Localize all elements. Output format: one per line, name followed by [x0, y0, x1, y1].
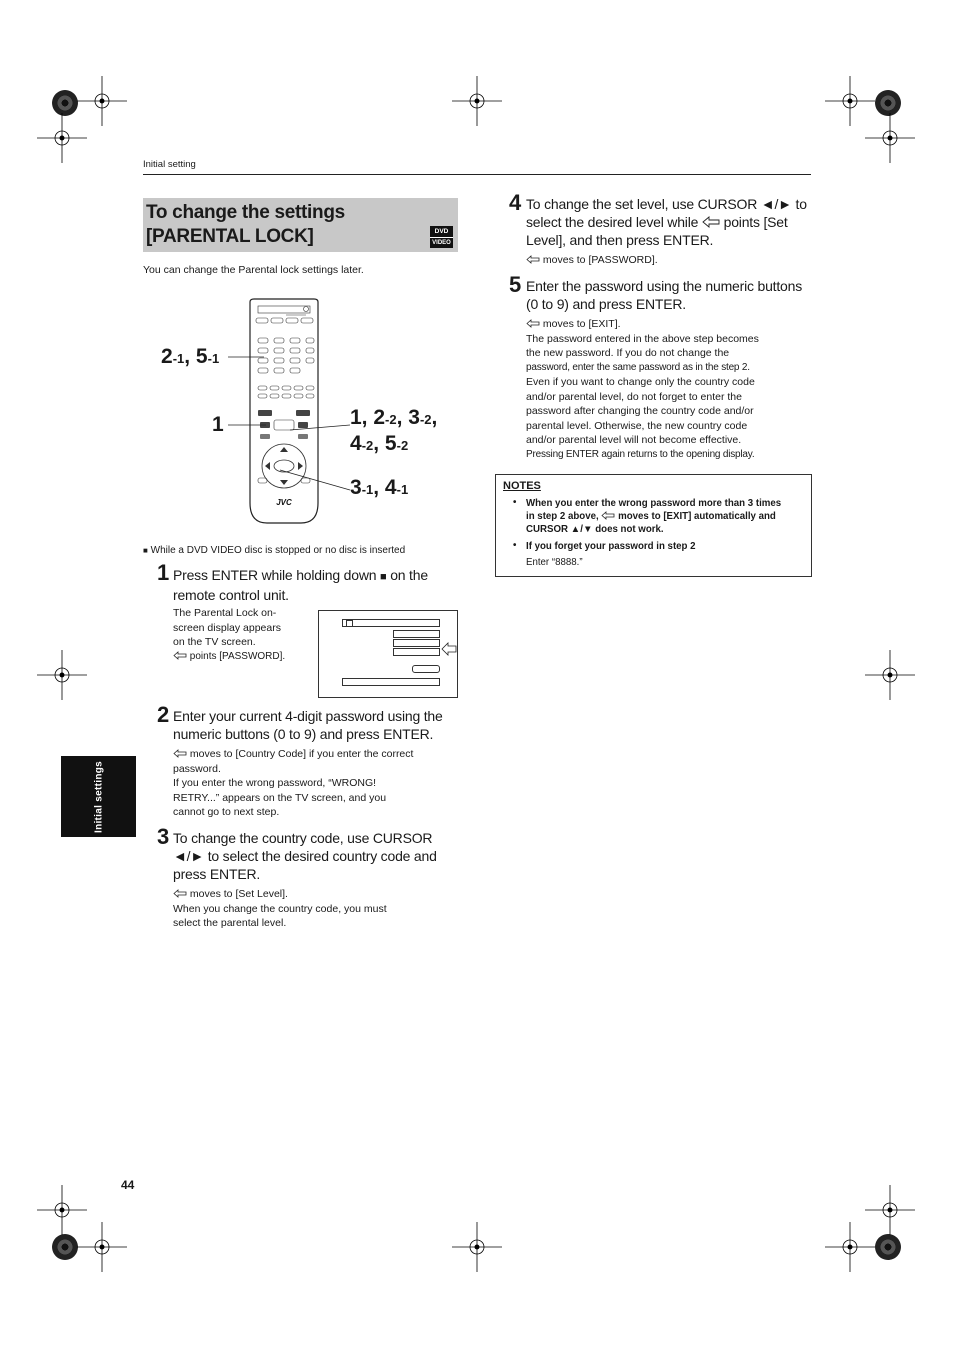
step-2-body-line: moves to [Country Code] if you enter the correct [189, 748, 414, 760]
notes-title: NOTES [503, 480, 541, 492]
side-tab-label: Initial settings [93, 760, 104, 833]
step-4-number: 4 [509, 190, 522, 215]
step-5-line2: (0 to 9) and press ENTER. [526, 296, 686, 312]
step-3-body [173, 887, 463, 931]
step-2-body-line: If you enter the wrong password, “WRONG! [173, 777, 377, 789]
lock-icon [346, 620, 353, 627]
dvd-video-logo [430, 226, 453, 248]
step-5-heading [526, 277, 816, 313]
step-4-line1: To change the set level, use CURSOR ◄/► to [526, 196, 807, 212]
step-3-number: 3 [157, 824, 170, 849]
step-5-body [526, 317, 816, 462]
callout-leader-lines [220, 340, 360, 500]
step-2-body-line: RETRY...” appears on the TV screen, and you [173, 791, 387, 804]
step-5-body-line: password after changing the country code and/or [526, 405, 754, 417]
osd-field-2 [393, 639, 440, 647]
step-5-line1: Enter the password using the numeric buttons [526, 278, 803, 294]
step-4-body-line: moves to [PASSWORD]. [542, 254, 658, 266]
registration-disc-bottom-left [52, 1234, 78, 1260]
pointer-arrow-icon [173, 889, 187, 898]
crosshair-mark-icon [77, 1222, 127, 1272]
step-5-body-line: the new password. If you do not change the [526, 347, 730, 359]
callout-num: , 3 [396, 406, 420, 429]
callout-num: 4 [350, 432, 362, 455]
pointer-arrow-icon [526, 255, 540, 264]
step-1-line2: remote control unit. [173, 587, 289, 603]
note-1-line: in step 2 above, [526, 511, 599, 522]
step-1-body [173, 606, 313, 664]
callout-sub: -2 [419, 412, 432, 427]
note-bullet: • [513, 540, 517, 551]
note-1-line: CURSOR ▲/▼ does not work. [526, 524, 664, 535]
step-5-body-line: Even if you want to change only the country code [526, 376, 755, 388]
page-number: 44 [121, 1178, 135, 1192]
pointer-arrow-icon [526, 319, 540, 328]
callout-sub: -1 [396, 482, 409, 497]
callout-num: , 5 [373, 432, 397, 455]
step-5-body-line: and/or parental level, do not forget to enter the [526, 390, 742, 403]
callout-num: 1, 2 [350, 406, 386, 429]
step-1-number: 1 [157, 560, 170, 585]
step-1-body-line: screen display appears [173, 621, 281, 634]
callout-steps-cursor [350, 406, 437, 458]
step-5-body-line: The password entered in the above step becomes [526, 332, 759, 345]
callout-sub: -1 [361, 482, 374, 497]
note-1 [526, 497, 808, 536]
step-2-body-line: password. [173, 762, 221, 775]
note-2-title: If you forget your password in step 2 [526, 541, 696, 552]
step-4-line3: Level], and then press ENTER. [526, 232, 714, 248]
step-2-line1: Enter your current 4-digit password using the [173, 708, 443, 724]
section-header: Initial setting [143, 159, 196, 170]
page-title: To change the settings [PARENTAL LOCK] [146, 202, 345, 247]
step-2-line2: numeric buttons (0 to 9) and press ENTER. [173, 726, 434, 742]
step-1-heading [173, 566, 428, 604]
step-1-line1: Press ENTER while holding down [173, 567, 377, 583]
step-2-body [173, 747, 463, 820]
registration-disc-bottom-right [875, 1234, 901, 1260]
step-4-line2a: select the desired level while [526, 214, 699, 230]
osd-field-1 [393, 630, 440, 638]
crosshair-mark-icon [37, 113, 87, 163]
step-3-body-line: moves to [Set Level]. [189, 888, 288, 900]
step-2-number: 2 [157, 702, 170, 727]
osd-title-bar [342, 619, 440, 627]
callout-sub: -2 [396, 438, 409, 453]
remote-brand-text: JVC [276, 498, 292, 507]
step-5-body-line: Pressing ENTER again returns to the opening display. [526, 448, 755, 460]
pointer-arrow-icon [173, 749, 187, 758]
step-3-line2: ◄/► to select the desired country code and [173, 848, 437, 864]
step-3-body-line: When you change the country code, you must [173, 902, 387, 915]
step-2-body-line: cannot go to next step. [173, 806, 280, 818]
step-2-heading [173, 707, 443, 743]
osd-password-field [393, 648, 440, 656]
note-bullet: • [513, 497, 517, 508]
callout-sub: -2 [385, 412, 397, 427]
callout-sub: -1 [172, 351, 185, 366]
step-5-number: 5 [509, 272, 522, 297]
callout-sub: -2 [361, 438, 374, 453]
callout-steps-2-5 [161, 345, 219, 371]
condition-text: While a DVD VIDEO disc is stopped or no disc is inserted [150, 545, 406, 556]
pointer-arrow-icon [702, 216, 720, 228]
step-1-line1-end: on the [390, 567, 428, 583]
crosshair-mark-icon [865, 1185, 915, 1235]
osd-exit-button [412, 665, 440, 673]
step-5-body-line: and/or parental level will not become effective. [526, 434, 742, 446]
step-3-line3: press ENTER. [173, 866, 261, 882]
dvd-logo-text: DVD [434, 228, 449, 235]
callout-num: 2 [161, 345, 173, 368]
video-logo-text: VIDEO [430, 237, 453, 249]
step-4-body [526, 253, 658, 268]
stop-symbol-icon: ■ [380, 571, 387, 583]
crosshair-mark-icon [865, 113, 915, 163]
step-1-body-line: on the TV screen. [173, 636, 256, 648]
callout-sub: -1 [207, 351, 220, 366]
crosshair-mark-icon [452, 1222, 502, 1272]
osd-pointer-icon [441, 642, 457, 656]
callout-steps-3-4 [350, 476, 408, 502]
callout-step-1: 1 [212, 413, 224, 436]
header-divider [143, 174, 811, 175]
step-1-body-line: The Parental Lock on- [173, 607, 277, 619]
step-3-heading [173, 829, 437, 883]
step-5-body-line: moves to [EXIT]. [542, 318, 621, 330]
callout-num: 3 [350, 476, 362, 499]
intro-text: You can change the Parental lock settings later. [143, 264, 364, 276]
note-1-line: When you enter the wrong password more than 3 times [526, 498, 782, 509]
callout-num: , 5 [184, 345, 208, 368]
step-1-body-line: points [PASSWORD]. [189, 650, 286, 662]
callout-num: , [431, 406, 438, 429]
pointer-arrow-icon [173, 651, 187, 660]
step-5-body-line: password, enter the same password as in the step 2. [526, 361, 750, 373]
callout-num: , 4 [373, 476, 397, 499]
condition-note: ■ While a DVD VIDEO disc is stopped or no disc is inserted [143, 545, 406, 556]
crosshair-mark-icon [865, 650, 915, 700]
crosshair-mark-icon [452, 76, 502, 126]
step-4-line2b: points [Set [723, 214, 788, 230]
step-4-heading [526, 195, 816, 249]
step-5-body-line: parental level. Otherwise, the new country code [526, 419, 748, 432]
step-3-body-line: select the parental level. [173, 917, 287, 929]
parental-lock-osd-illustration [318, 610, 458, 698]
crosshair-mark-icon [37, 650, 87, 700]
note-1-line: moves to [EXIT] automatically and [618, 511, 776, 522]
note-2-text: Enter “8888.” [526, 557, 583, 568]
side-tab [61, 756, 136, 837]
pointer-arrow-icon [601, 511, 615, 520]
osd-status-bar [342, 678, 440, 686]
step-3-line1: To change the country code, use CURSOR [173, 830, 433, 846]
